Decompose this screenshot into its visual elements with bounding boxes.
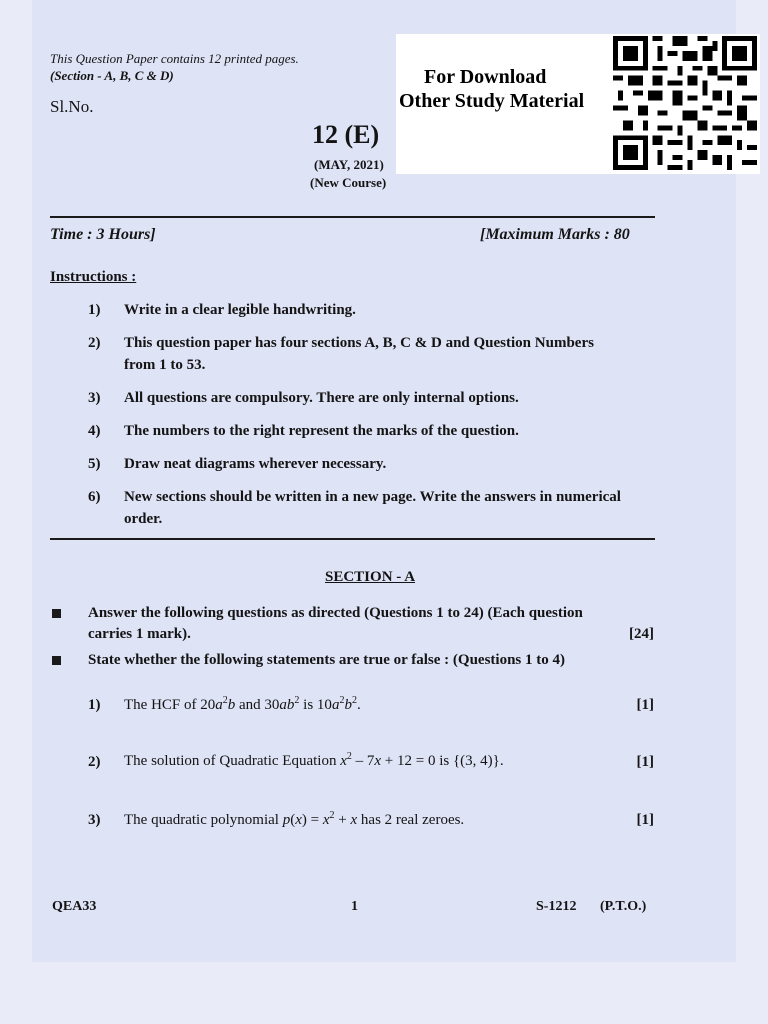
bullet-icon: [52, 656, 61, 665]
question-marks: [1]: [636, 754, 654, 770]
qr-code-icon[interactable]: [612, 36, 758, 170]
instruction-text: All questions are compulsory. There are only internal options.: [124, 390, 519, 406]
maximum-marks: [Maximum Marks : 80: [480, 226, 630, 243]
instruction-number: 6): [88, 489, 101, 505]
question-number: 1): [88, 697, 101, 713]
instructions-divider: [50, 538, 655, 540]
true-false-directive: State whether the following statements are true or false : (Questions 1 to 4): [88, 652, 566, 668]
paper-reference: S-1212: [536, 899, 577, 914]
download-banner-line1: For Download: [424, 66, 547, 88]
serial-number-label: Sl.No.: [50, 97, 94, 116]
course-type: (New Course): [310, 175, 387, 190]
time-allowed: Time : 3 Hours]: [50, 226, 156, 243]
section-directive: Answer the following questions as directed (Questions 1 to 24) (Each question: [88, 605, 583, 621]
paper-code: 12 (E): [312, 120, 380, 149]
printed-pages-note: This Question Paper contains 12 printed pages.: [50, 51, 299, 66]
sections-note: (Section - A, B, C & D): [50, 68, 174, 83]
instruction-number: 2): [88, 335, 101, 351]
instruction-number: 3): [88, 390, 101, 406]
question-marks: [1]: [636, 812, 654, 828]
question-text: The HCF of $20a^2b$ and $30ab^2$ is $10a^2b^2$.: [124, 695, 361, 713]
question-number: 3): [88, 812, 101, 828]
section-directive-continued: carries 1 mark).: [88, 626, 191, 642]
page-number: 1: [351, 899, 358, 914]
question-text: The solution of Quadratic Equation $x^2 - 7x + 12 = 0$ is {(3, 4)}.: [124, 751, 504, 769]
bullet-icon: [52, 609, 61, 618]
question-number: 2): [88, 754, 101, 770]
instruction-text-continued: from 1 to 53.: [124, 357, 206, 373]
instruction-number: 4): [88, 423, 101, 439]
instruction-text: This question paper has four sections A, B, C & D and Question Numbers: [124, 335, 594, 351]
top-divider: [50, 216, 655, 218]
instruction-number: 1): [88, 302, 101, 318]
question-text: The quadratic polynomial $p(x) = x^2 + x$ has 2 real zeroes.: [124, 810, 465, 828]
instruction-text: Write in a clear legible handwriting.: [124, 302, 356, 318]
section-title: SECTION - A: [325, 569, 416, 585]
exam-date: (MAY, 2021): [314, 157, 384, 172]
instructions-title: Instructions :: [50, 269, 137, 285]
instruction-text: The numbers to the right represent the marks of the question.: [124, 423, 519, 439]
download-banner-line2: Other Study Material: [399, 90, 585, 112]
paper-identifier: QEA33: [52, 899, 97, 914]
instruction-text-continued: order.: [124, 511, 163, 527]
please-turn-over: (P.T.O.): [600, 899, 647, 914]
section-total-marks: [24]: [629, 626, 654, 642]
instruction-text: Draw neat diagrams wherever necessary.: [124, 456, 387, 472]
question-marks: [1]: [636, 697, 654, 713]
instruction-text: New sections should be written in a new page. Write the answers in numerical: [124, 489, 621, 505]
instruction-number: 5): [88, 456, 101, 472]
